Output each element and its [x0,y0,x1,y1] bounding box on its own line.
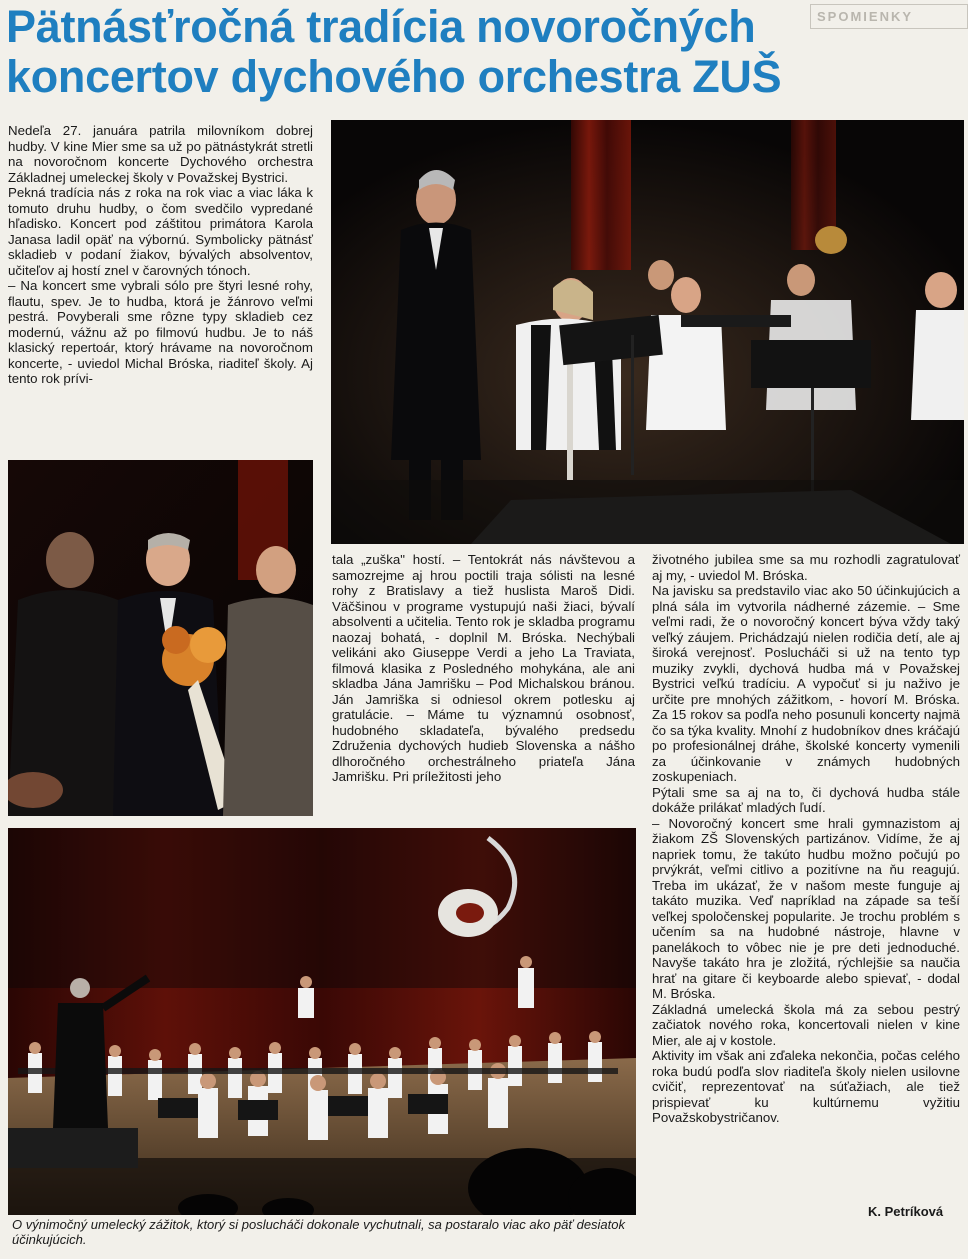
paragraph: životného jubilea sme sa mu rozhodli zagratulovať aj my, - uviedol M. Bróska. [652,552,960,583]
paragraph: Na javisku sa predstavilo viac ako 50 účinkujúcich a plná sála im vytvorila nádherné zázemie. – Sme veľmi radi, že o novoročný koncert býva vždy taký veľký záujem. Prichádzajú nielen rodičia detí, ale aj široká verejnosť. Poslucháči si už na tento typ muziky zvykli, dychová hudba má v Považskej Bystrici veľkú tradíciu. A vypočuť si ju naživo je určite pre mnohých zážitkom, - hovorí M. Bróska. Za 15 rokov sa podľa neho posunuli koncerty najmä čo sa týka kvality. Mnohí z hudobníkov dnes kráčajú po profesionálnej dráhe, školské koncerty vymenili za účinkovanie v známych hudobných zoskupeniach. [652,583,960,784]
article-title: Pätnásťročná tradícia novoročných koncertov dychového orchestra ZUŠ [6,1,782,102]
photo-congratulations [8,460,313,816]
paragraph: Základná umelecká škola má za sebou pestrý začiatok nového roka, koncertovali nielen v kine Mier, ale aj v kostole. [652,1001,960,1048]
paragraph: – Na koncert sme vybrali sólo pre štyri lesné rohy, flautu, spev. Je to hudba, ktorá je žánrovo veľmi pestrá. Povyberali sme rôzne typy skladieb cez modernú, vážnu až po filmovú hudbu. Je to náš klasický repertoár, ktorý hrávame na novoročnom koncerte, - uviedol Michal Bróska, riaditeľ školy. Aj tento rok prívi- [8,278,313,386]
paragraph: Pýtali sme sa aj na to, či dychová hudba stále dokáže prilákať mladých ľudí. [652,784,960,815]
paragraph: Aktivity im však ani zďaleka nekončia, počas celého roka budú podľa slov riaditeľa školy nielen usilovne cvičiť, reprezentovať na súťažiach, ale tiež prispievať ku kultúrnemu vyžitiu Považskobystričanov. [652,1048,960,1125]
text-column-2 [332,552,635,785]
paragraph: Pekná tradícia nás z roka na rok viac a viac láka k tomuto druhu hudby, o čom svedčilo vypredané hľadisko. Koncert pod záštitou primátora Karola Janasa ladil opäť na výbornú. Symbolicky pätnásť skladieb v podaní žiakov, bývalých absolventov, učiteľov aj hostí znel v čarovných tónoch. [8,185,313,278]
photo-conductor-and-orchestra [331,120,964,544]
photo-full-orchestra [8,828,636,1215]
photo-image [331,120,964,544]
photo-caption: O výnimočný umelecký zážitok, ktorý si poslucháči dokonale vychutnali, sa postaralo viac ako päť desiatok účinkujúcich. [12,1217,626,1247]
author-name: K. Petríková [868,1204,944,1219]
paragraph: – Novoročný koncert sme hrali gymnazistom aj žiakom ZŠ Slovenských partizánov. Vidíme, že aj napriek tomu, že takúto hudbu možno počujú po prvýkrát, veľmi citlivo a pozitívne na ňu reagujú. Treba im ukázať, že v našom meste funguje aj takáto muzika. Veď napríklad na západe sa teší veľkej spoločenskej popularite. Je trochu problém s učením sa na hudobné nástroje, hlavne v panelákoch to vôbec nie je pre deti jednoduché. Navyše takáto hra je zložitá, rýchlejšie sa naučia hrať na gitare či keyboarde alebo spievať, - dodal M. Bróska. [652,815,960,1001]
photo-image [8,828,636,1215]
paragraph: Nedeľa 27. januára patrila milovníkom dobrej hudby. V kine Mier sme sa už po pätnástykrát stretli na novoročnom koncerte Dychového orchestra Základnej umeleckej školy v Považskej Bystrici. [8,123,313,185]
text-column-1 [8,123,313,387]
photo-image [8,460,313,816]
neighbor-article-fragment [810,4,968,116]
paragraph: tala „zuška" hostí. – Tentokrát nás návštevou a samozrejme aj hrou poctili traja sólisti na lesné rohy z Bratislavy a tiež huslista Maroš Didi. Väčšinou v programe vystupujú naši žiaci, bývalí absolventi a učitelia. Tento rok je skladba programu naozaj bohatá, - doplnil M. Bróska. Nechýbali velikáni ako Giuseppe Verdi a jeho La Traviata, filmová klasika z Posledného mohykána, ale ani skladba Jána Jamrišku – Pod Michalskou bránou. Ján Jamriška si odniesol okrem potlesku aj gratulácie. – Máme tu významnú osobnosť, hudobného skladateľa, bývalého predsedu Združenia dychových hudieb Slovenska a nášho dlhoročného orchestrálneho priateľa Jána Jamrišku. Pri príležitosti jeho [332,552,635,784]
neighbor-header: SPOMIENKY [810,4,968,29]
text-column-3 [652,552,960,1126]
